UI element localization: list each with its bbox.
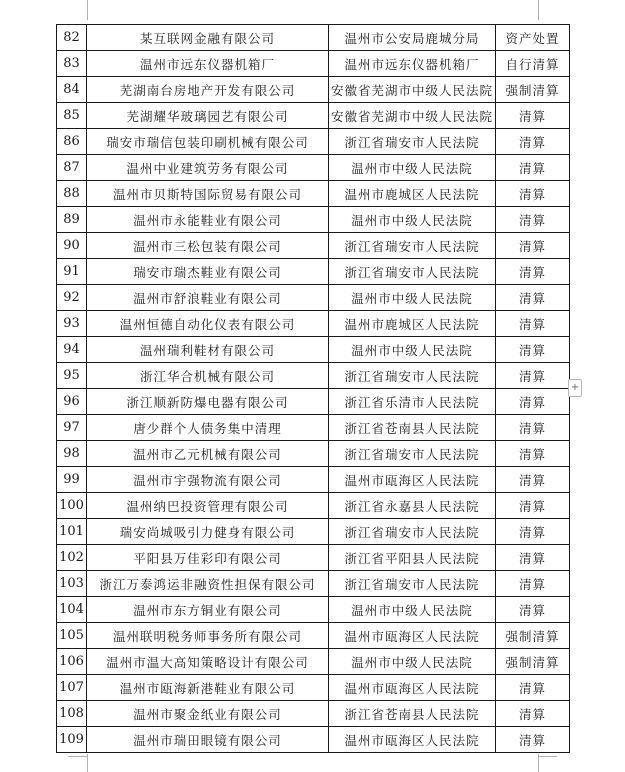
company-name-cell: 温州市永能鞋业有限公司 bbox=[87, 207, 329, 233]
row-number-cell: 102 bbox=[57, 545, 87, 571]
court-cell: 安徽省芜湖市中级人民法院 bbox=[329, 103, 496, 129]
company-name-cell: 温州瑞利鞋材有限公司 bbox=[87, 337, 329, 363]
company-name-cell: 温州市东方铜业有限公司 bbox=[87, 597, 329, 623]
court-cell: 浙江省瑞安市人民法院 bbox=[329, 259, 496, 285]
row-number-cell: 87 bbox=[57, 155, 87, 181]
table-row bbox=[57, 285, 570, 311]
method-cell: 清算 bbox=[496, 155, 570, 181]
court-cell: 浙江省乐清市人民法院 bbox=[329, 389, 496, 415]
company-name-cell: 温州市三松包装有限公司 bbox=[87, 233, 329, 259]
row-number-cell: 104 bbox=[57, 597, 87, 623]
method-cell: 清算 bbox=[496, 441, 570, 467]
company-name-cell: 温州市宇强物流有限公司 bbox=[87, 467, 329, 493]
row-number-cell: 98 bbox=[57, 441, 87, 467]
court-cell: 温州市公安局鹿城分局 bbox=[329, 25, 496, 51]
company-name-cell: 温州市瓯海新港鞋业有限公司 bbox=[87, 675, 329, 701]
court-cell: 安徽省芜湖市中级人民法院 bbox=[329, 77, 496, 103]
page-corner-mark-bottom-right-h bbox=[538, 756, 557, 757]
row-number-cell: 86 bbox=[57, 129, 87, 155]
company-name-cell: 瑞安尚城吸引力健身有限公司 bbox=[87, 519, 329, 545]
method-cell: 清算 bbox=[496, 727, 570, 753]
court-cell: 温州市中级人民法院 bbox=[329, 649, 496, 675]
company-name-cell: 温州市瑞田眼镜有限公司 bbox=[87, 727, 329, 753]
row-number-cell: 82 bbox=[57, 25, 87, 51]
row-number-cell: 109 bbox=[57, 727, 87, 753]
court-cell: 温州市远东仪器机箱厂 bbox=[329, 51, 496, 77]
page-corner-mark-top-right bbox=[538, 0, 539, 20]
company-name-cell: 温州市舒浪鞋业有限公司 bbox=[87, 285, 329, 311]
company-name-cell: 平阳县万佳彩印有限公司 bbox=[87, 545, 329, 571]
court-cell: 浙江省瑞安市人民法院 bbox=[329, 363, 496, 389]
table-row bbox=[57, 519, 570, 545]
company-name-cell: 芜湖耀华玻璃园艺有限公司 bbox=[87, 103, 329, 129]
row-number-cell: 85 bbox=[57, 103, 87, 129]
company-name-cell: 温州市聚金纸业有限公司 bbox=[87, 701, 329, 727]
row-number-cell: 91 bbox=[57, 259, 87, 285]
court-cell: 浙江省苍南县人民法院 bbox=[329, 701, 496, 727]
court-cell: 温州市中级人民法院 bbox=[329, 597, 496, 623]
page-corner-mark-bottom-left bbox=[87, 754, 88, 772]
company-name-cell: 某互联网金融有限公司 bbox=[87, 25, 329, 51]
table-row bbox=[57, 207, 570, 233]
method-cell: 清算 bbox=[496, 675, 570, 701]
table-row bbox=[57, 467, 570, 493]
company-name-cell: 温州市远东仪器机箱厂 bbox=[87, 51, 329, 77]
method-cell: 强制清算 bbox=[496, 649, 570, 675]
company-name-cell: 温州恒德自动化仪表有限公司 bbox=[87, 311, 329, 337]
row-number-cell: 97 bbox=[57, 415, 87, 441]
table-row bbox=[57, 415, 570, 441]
table-row bbox=[57, 727, 570, 753]
court-cell: 温州市中级人民法院 bbox=[329, 285, 496, 311]
table-row bbox=[57, 51, 570, 77]
method-cell: 清算 bbox=[496, 103, 570, 129]
method-cell: 清算 bbox=[496, 389, 570, 415]
row-number-cell: 88 bbox=[57, 181, 87, 207]
table-row bbox=[57, 363, 570, 389]
company-name-cell: 温州市乙元机械有限公司 bbox=[87, 441, 329, 467]
row-number-cell: 89 bbox=[57, 207, 87, 233]
method-cell: 清算 bbox=[496, 363, 570, 389]
method-cell: 清算 bbox=[496, 259, 570, 285]
company-name-cell: 浙江华合机械有限公司 bbox=[87, 363, 329, 389]
table-body bbox=[57, 25, 570, 753]
row-number-cell: 101 bbox=[57, 519, 87, 545]
table-row bbox=[57, 311, 570, 337]
court-cell: 浙江省瑞安市人民法院 bbox=[329, 519, 496, 545]
method-cell: 清算 bbox=[496, 207, 570, 233]
court-cell: 温州市瓯海区人民法院 bbox=[329, 727, 496, 753]
method-cell: 清算 bbox=[496, 597, 570, 623]
table-row bbox=[57, 675, 570, 701]
company-name-cell: 唐少群个人债务集中清理 bbox=[87, 415, 329, 441]
table-row bbox=[57, 597, 570, 623]
method-cell: 清算 bbox=[496, 701, 570, 727]
method-cell: 清算 bbox=[496, 467, 570, 493]
company-name-cell: 芜湖南台房地产开发有限公司 bbox=[87, 77, 329, 103]
method-cell: 资产处置 bbox=[496, 25, 570, 51]
row-number-cell: 84 bbox=[57, 77, 87, 103]
row-number-cell: 92 bbox=[57, 285, 87, 311]
method-cell: 清算 bbox=[496, 337, 570, 363]
table-row bbox=[57, 25, 570, 51]
court-cell: 浙江省永嘉县人民法院 bbox=[329, 493, 496, 519]
court-cell: 浙江省瑞安市人民法院 bbox=[329, 129, 496, 155]
table-row bbox=[57, 77, 570, 103]
row-number-cell: 83 bbox=[57, 51, 87, 77]
row-number-cell: 95 bbox=[57, 363, 87, 389]
method-cell: 清算 bbox=[496, 181, 570, 207]
court-cell: 温州市中级人民法院 bbox=[329, 207, 496, 233]
table-row bbox=[57, 545, 570, 571]
table-row bbox=[57, 103, 570, 129]
table-row bbox=[57, 493, 570, 519]
court-cell: 浙江省瑞安市人民法院 bbox=[329, 571, 496, 597]
method-cell: 清算 bbox=[496, 415, 570, 441]
court-cell: 温州市鹿城区人民法院 bbox=[329, 181, 496, 207]
page-corner-mark-top-left bbox=[87, 0, 88, 20]
court-cell: 浙江省瑞安市人民法院 bbox=[329, 233, 496, 259]
table-row bbox=[57, 129, 570, 155]
row-number-cell: 93 bbox=[57, 311, 87, 337]
table-row bbox=[57, 259, 570, 285]
row-number-cell: 108 bbox=[57, 701, 87, 727]
company-name-cell: 温州纳巴投资管理有限公司 bbox=[87, 493, 329, 519]
row-number-cell: 96 bbox=[57, 389, 87, 415]
method-cell: 清算 bbox=[496, 519, 570, 545]
court-cell: 温州市中级人民法院 bbox=[329, 337, 496, 363]
company-name-cell: 瑞安市瑞杰鞋业有限公司 bbox=[87, 259, 329, 285]
row-number-cell: 105 bbox=[57, 623, 87, 649]
row-number-cell: 99 bbox=[57, 467, 87, 493]
court-cell: 温州市中级人民法院 bbox=[329, 155, 496, 181]
company-name-cell: 温州市贝斯特国际贸易有限公司 bbox=[87, 181, 329, 207]
row-number-cell: 100 bbox=[57, 493, 87, 519]
court-cell: 温州市瓯海区人民法院 bbox=[329, 675, 496, 701]
row-number-cell: 103 bbox=[57, 571, 87, 597]
company-name-cell: 浙江万泰鸿运非融资性担保有限公司 bbox=[87, 571, 329, 597]
table-row bbox=[57, 649, 570, 675]
add-row-plus-icon[interactable]: + bbox=[568, 379, 582, 397]
row-number-cell: 94 bbox=[57, 337, 87, 363]
table-row bbox=[57, 337, 570, 363]
table-row bbox=[57, 701, 570, 727]
table-row bbox=[57, 389, 570, 415]
table-row bbox=[57, 181, 570, 207]
company-name-cell: 瑞安市瑞信包装印刷机械有限公司 bbox=[87, 129, 329, 155]
method-cell: 清算 bbox=[496, 233, 570, 259]
method-cell: 清算 bbox=[496, 129, 570, 155]
company-name-cell: 温州市温大高知策略设计有限公司 bbox=[87, 649, 329, 675]
method-cell: 清算 bbox=[496, 285, 570, 311]
court-cell: 浙江省平阳县人民法院 bbox=[329, 545, 496, 571]
company-name-cell: 温州中业建筑劳务有限公司 bbox=[87, 155, 329, 181]
company-name-cell: 浙江顺新防爆电器有限公司 bbox=[87, 389, 329, 415]
table-row bbox=[57, 571, 570, 597]
company-name-cell: 温州联明税务师事务所有限公司 bbox=[87, 623, 329, 649]
table-row bbox=[57, 155, 570, 181]
page-corner-mark-bottom-left-h bbox=[68, 756, 87, 757]
method-cell: 强制清算 bbox=[496, 623, 570, 649]
table-row bbox=[57, 623, 570, 649]
court-cell: 温州市瓯海区人民法院 bbox=[329, 623, 496, 649]
row-number-cell: 90 bbox=[57, 233, 87, 259]
method-cell: 自行清算 bbox=[496, 51, 570, 77]
court-cell: 温州市瓯海区人民法院 bbox=[329, 467, 496, 493]
method-cell: 强制清算 bbox=[496, 77, 570, 103]
liquidation-table bbox=[56, 24, 570, 753]
row-number-cell: 107 bbox=[57, 675, 87, 701]
row-number-cell: 106 bbox=[57, 649, 87, 675]
court-cell: 浙江省瑞安市人民法院 bbox=[329, 441, 496, 467]
method-cell: 清算 bbox=[496, 311, 570, 337]
court-cell: 温州市鹿城区人民法院 bbox=[329, 311, 496, 337]
table-row bbox=[57, 233, 570, 259]
method-cell: 清算 bbox=[496, 493, 570, 519]
method-cell: 清算 bbox=[496, 545, 570, 571]
court-cell: 浙江省苍南县人民法院 bbox=[329, 415, 496, 441]
table-row bbox=[57, 441, 570, 467]
method-cell: 清算 bbox=[496, 571, 570, 597]
